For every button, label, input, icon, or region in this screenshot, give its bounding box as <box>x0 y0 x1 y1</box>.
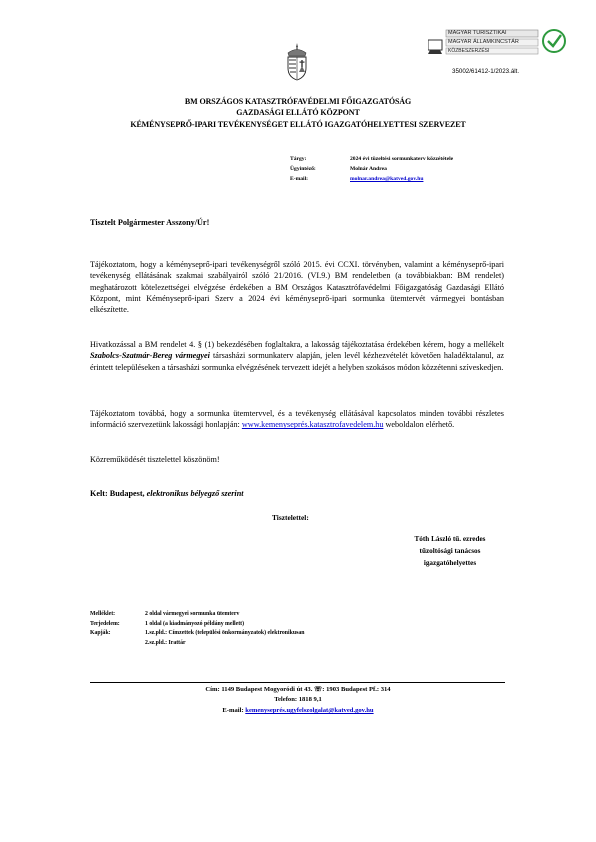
stamp-brand-top: MAGYAR TURISZTIKAI <box>448 30 507 36</box>
header-line-1: BM ORSZÁGOS KATASZTRÓFAVÉDELMI FŐIGAZGATÓSÁG <box>184 97 412 106</box>
paragraph-2-b: társasházi sormunkaterv alapján, jelen levél kézhezvételét követően haladéktalanul, az érintett településeken a társasházi sormunka elvégzésének tervezett idejét a helyben szokásos módon közzétenni szíveskedjen. <box>90 351 505 372</box>
footer-address: Cím: 1149 Budapest Mogyoródi út 43. ☏: 1903 Budapest Pf.: 314 <box>205 686 391 693</box>
paragraph-4: Közreműködését tisztelettel köszönöm! <box>90 455 220 464</box>
website-link[interactable]: www.kemenyseprés.katasztrofavedelem.hu <box>241 420 384 430</box>
footer-phone: Telefon: 1818 9,1 <box>274 696 322 703</box>
reference-email <box>290 176 423 182</box>
footer-email-link[interactable]: kemenyseprés.ugyfelszolgalat@katved.gov.hu <box>245 707 374 714</box>
reference-subject <box>290 156 453 162</box>
dated-suffix: elektronikus bélyegző szerint <box>146 489 244 498</box>
enclosure-row: Kapják: 1.sz.pld.: Címzettek (települési önkormányzatok) elektronikusan <box>90 630 305 637</box>
coat-of-arms-logo <box>284 42 310 82</box>
paragraph-2-a: Hivatkozással a BM rendelet 4. § (1) bekezdésében foglaltakra, a lakosság tájékoztatása érdekében kérem, hogy a mellékelt <box>90 340 504 349</box>
paragraph-3-b: weboldalon elérhető. <box>383 420 455 430</box>
email-label: E-mail: <box>290 176 309 182</box>
signatory-name: Tóth László tű. ezredes <box>414 535 486 543</box>
enclosure-row: Melléklet: 2 oldal vármegyei sormunka ütemterv <box>90 611 240 617</box>
paragraph-3-a: Tájékoztatom továbbá, hogy a sormunka ütemtervvel, és a tevékenység ellátásával kapcsolatos minden további részletes információ szervezetünk lakossági honlapján: <box>90 409 504 430</box>
dated-line <box>90 489 244 498</box>
enclosure-row: 2.sz.pld.: Irattár <box>145 639 186 646</box>
footer-email-prefix: E-mail: <box>222 707 246 714</box>
header-line-2: GAZDASÁGI ELLÁTÓ KÖZPONT <box>236 108 360 117</box>
signatory-role-1: tűzoltósági tanácsos <box>419 547 481 555</box>
signatory-role-2: igazgatóhelyettes <box>423 559 477 567</box>
paragraph-1: Tájékoztatom, hogy a kéményseprő-ipari tevékenységről szóló 2015. évi CCXI. törvényben, valamint a kéményseprő-ipari tevékenység ellátásának szakmai szabályairól szóló 21/2016. (VI.9.) BM rendeletben (a továbbiakban: BM rendelet) meghatározott kötelezettségei elvégzése érdekében a BM Országos Katasztrófavédelmi Főigazgatóság Gazdasági Ellátó Központ, mint Kéményseprő-ipari Szerv a 2024 évi kéményseprő-ipari sormunka ütemtervét vármegyei bontásban elkészítette. <box>90 260 504 315</box>
stamp-brand-mid: MAGYAR ÁLLAMKINCSTÁR <box>448 39 519 45</box>
email-link[interactable]: molnar.andrea@katved.gov.hu <box>350 176 424 182</box>
handler-label: Ügyintéző: <box>290 166 316 172</box>
paragraph-2 <box>90 339 504 373</box>
county-name: Szabolcs-Szatmár-Bereg vármegyei <box>90 351 210 361</box>
certification-stamp <box>428 28 568 68</box>
footer-email-line <box>0 707 596 714</box>
salutation: Tisztelt Polgármester Asszony/Úr! <box>90 218 210 227</box>
stamp-brand-bottom: KÖZBESZERZÉSI <box>448 48 490 54</box>
paragraph-3 <box>90 408 504 431</box>
subject-label: Tárgy: <box>290 156 307 162</box>
enclosures <box>90 611 450 649</box>
dated-prefix: Kelt: Budapest, <box>90 489 147 498</box>
handler-value: Molnár Andrea <box>350 166 387 172</box>
enclosure-row: Terjedelem: 1 oldal (a kiadmányozó példány mellett) <box>90 620 245 627</box>
reference-handler <box>290 166 387 172</box>
document-number: 35002/61412-1/2023.ált. <box>452 68 520 75</box>
subject-value: 2024 évi tüzeltési sormunkaterv közzététele <box>350 156 454 162</box>
regards: Tisztelettel: <box>272 513 309 522</box>
footer-divider <box>90 682 505 683</box>
header-line-3: KÉMÉNYSEPRŐ-IPARI TEVÉKENYSÉGET ELLÁTÓ IGAZGATÓHELYETTESI SZERVEZET <box>130 120 466 129</box>
